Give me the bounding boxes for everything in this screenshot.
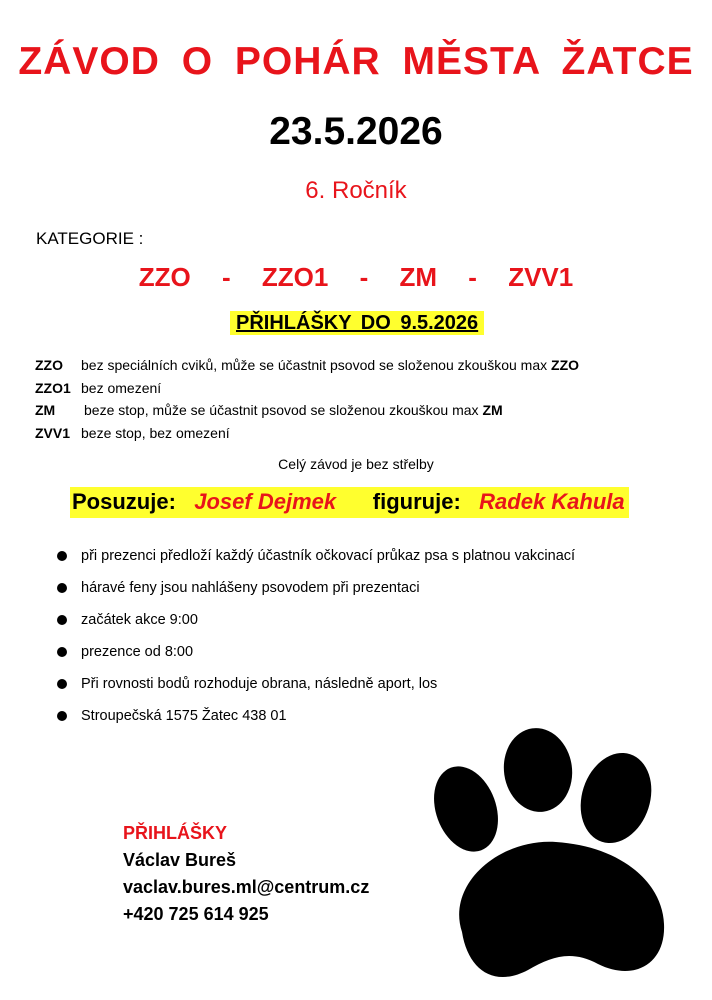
bullet-icon <box>57 679 67 689</box>
event-date: 23.5.2026 <box>269 110 443 153</box>
category-zm: ZM <box>399 262 438 292</box>
paw-print-icon <box>432 726 670 990</box>
contact-phone[interactable]: +420 725 614 925 <box>123 904 269 924</box>
rule-text: bez omezení <box>81 379 162 396</box>
rule-text: beze stop, bez omezení <box>81 424 230 441</box>
list-item-text: Při rovnosti bodů rozhoduje obrana, následně aport, los <box>81 676 438 692</box>
rule-suffix: ZZO <box>551 357 580 373</box>
registration-deadline: PŘIHLÁŠKY DO 9.5.2026 <box>230 311 484 335</box>
rule-row <box>35 422 579 445</box>
categories-label: KATEGORIE : <box>36 229 144 248</box>
bullet-icon <box>57 583 67 593</box>
no-shooting-note: Celý závod je bez střelby <box>278 456 434 472</box>
helper-label: figuruje: <box>372 489 461 514</box>
rule-suffix: ZM <box>482 402 503 418</box>
categories-list <box>0 262 712 293</box>
category-zzo: ZZO <box>138 262 191 292</box>
event-title: ZÁVOD O POHÁR MĚSTA ŽATCE <box>18 40 694 83</box>
rule-text: bez speciálních cviků, může se účastnit psovod se složenou zkouškou max <box>81 357 548 373</box>
bullet-icon <box>57 551 67 561</box>
judges-banner <box>70 487 629 518</box>
rule-row <box>35 354 579 377</box>
rule-code: ZZO <box>35 357 63 373</box>
rule-text: beze stop, může se účastnit psovod se složenou zkouškou max <box>84 402 479 418</box>
judge-name: Josef Dejmek <box>194 489 337 514</box>
event-edition: 6. Ročník <box>305 177 407 204</box>
paw-toe-2 <box>498 726 577 816</box>
info-list <box>57 540 575 732</box>
list-item-text: začátek akce 9:00 <box>81 612 198 628</box>
rule-code: ZZO1 <box>35 379 71 396</box>
list-item <box>57 572 575 604</box>
list-item <box>57 636 575 668</box>
list-item-text: háravé feny jsou nahlášeny psovodem při prezentaci <box>81 580 420 596</box>
bullet-icon <box>57 647 67 657</box>
paw-pad <box>459 842 664 977</box>
category-separator: - <box>359 262 369 292</box>
rule-row <box>35 377 579 400</box>
list-item-text: při prezenci předloží každý účastník očkovací průkaz psa s platnou vakcinací <box>81 548 576 564</box>
contact-heading: PŘIHLÁŠKY <box>123 823 228 843</box>
contact-email[interactable]: vaclav.bures.ml@centrum.cz <box>123 877 370 897</box>
category-zzo1: ZZO1 <box>261 262 329 292</box>
category-rules <box>35 354 579 444</box>
list-item <box>57 668 575 700</box>
list-item <box>57 540 575 572</box>
bullet-icon <box>57 711 67 721</box>
category-separator: - <box>222 262 231 292</box>
contact-block <box>123 820 369 928</box>
category-separator: - <box>468 262 477 292</box>
paw-toe-1 <box>432 757 509 860</box>
judge-label: Posuzuje: <box>72 489 176 514</box>
list-item-text: Stroupečská 1575 Žatec 438 01 <box>81 708 287 724</box>
paw-toe-3 <box>569 744 662 853</box>
rule-code: ZVV1 <box>35 424 71 441</box>
list-item-text: prezence od 8:00 <box>81 644 194 660</box>
category-zvv1: ZVV1 <box>508 262 574 292</box>
rule-row <box>35 399 579 422</box>
list-item <box>57 604 575 636</box>
helper-name: Radek Kahula <box>479 489 625 514</box>
contact-name: Václav Bureš <box>123 850 237 870</box>
rule-code: ZM <box>35 402 56 418</box>
bullet-icon <box>57 615 67 625</box>
